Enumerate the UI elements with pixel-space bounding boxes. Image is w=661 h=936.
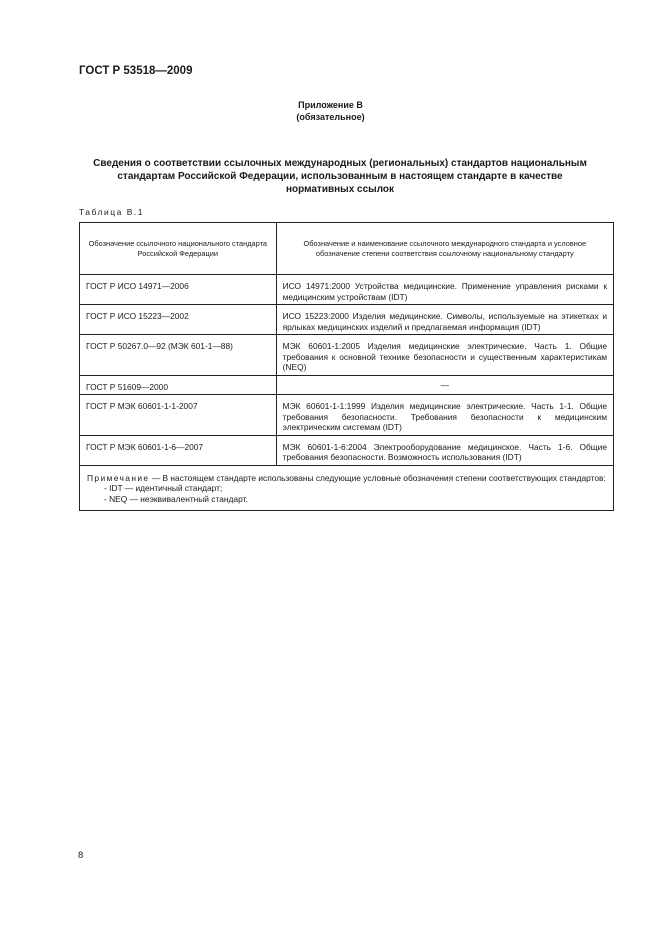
header-national-standard: Обозначение ссылочного национального стандарта Российской Федерации	[80, 223, 277, 275]
international-standard-cell: ИСО 15223:2000 Изделия медицинские. Символы, используемые на этикетках и ярлыках медицинских изделий и предлагаемая информация (IDT)	[276, 305, 613, 335]
note-label: Примечание	[87, 472, 150, 483]
note-item-idt: - IDT — идентичный стандарт;	[104, 483, 223, 493]
national-standard-cell: ГОСТ Р 50267.0—92 (МЭК 601-1—88)	[80, 335, 277, 376]
note-text: — В настоящем стандарте использованы следующие условные обозначения степени соответствующих стандартов:	[151, 472, 606, 483]
table-note	[80, 465, 614, 511]
appendix-status: (обязательное)	[296, 112, 365, 122]
appendix-title: Приложение В	[298, 100, 363, 110]
table-row	[80, 435, 614, 465]
national-standard-cell: ГОСТ Р МЭК 60601-1-6—2007	[80, 435, 277, 465]
appendix-heading	[0, 99, 661, 123]
table-header-row	[80, 223, 614, 275]
table-row	[80, 275, 614, 305]
national-standard-cell: ГОСТ Р МЭК 60601-1-1-2007	[80, 395, 277, 436]
reference-table	[79, 222, 614, 511]
table-caption: Таблица В.1	[79, 207, 144, 217]
national-standard-cell: ГОСТ Р ИСО 15223—2002	[80, 305, 277, 335]
table-row	[80, 395, 614, 436]
international-standard-cell: МЭК 60601-1-1:1999 Изделия медицинские электрические. Часть 1-1. Общие требования безопасности. Требования безопасности к медицинским электрическим системам (IDT)	[276, 395, 613, 436]
note-item-neq: - NEQ — неэквивалентный стандарт.	[104, 493, 248, 504]
international-standard-cell: ИСО 14971:2000 Устройства медицинские. Применение управления рисками к медицинским устройствам (IDT)	[276, 275, 613, 305]
international-standard-cell: МЭК 60601-1:2005 Изделия медицинские электрические. Часть 1. Общие требования к основной технике безопасности и существенным характеристикам (NEQ)	[276, 335, 613, 376]
header-international-standard: Обозначение и наименование ссылочного международного стандарта и условное обозначение степени соответствия ссылочному национальному стандарту	[276, 223, 613, 275]
international-standard-cell: —	[276, 375, 613, 395]
section-title: Сведения о соответствии ссылочных международных (региональных) стандартов национальным стандартам Российской Федерации, использованным в настоящем стандарте в качестве нормативных ссылок	[93, 158, 587, 195]
page-number: 8	[78, 850, 84, 861]
national-standard-cell: ГОСТ Р ИСО 14971—2006	[80, 275, 277, 305]
table-row	[80, 375, 614, 395]
national-standard-cell: ГОСТ Р 51609—2000	[80, 375, 277, 395]
international-standard-cell: МЭК 60601-1-6:2004 Электрооборудование медицинское. Часть 1-6. Общие требования безопасности. Возможность использования (IDT)	[276, 435, 613, 465]
document-code: ГОСТ Р 53518—2009	[79, 65, 193, 77]
table-row	[80, 305, 614, 335]
table-row	[80, 335, 614, 376]
table-note-row	[80, 465, 614, 511]
